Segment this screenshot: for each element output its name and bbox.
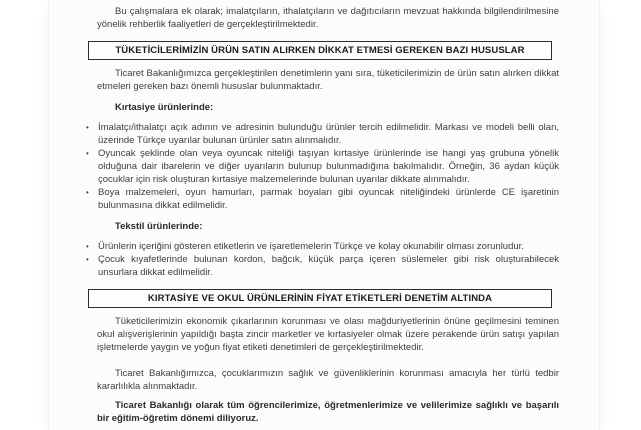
textile-bullet-list: [86, 240, 559, 279]
bullet-icon: •: [86, 255, 89, 264]
closing-wishes-paragraph: Ticaret Bakanlığı olarak tüm öğrencilerimize, öğretmenlerimize ve velilerimize sağlıklı ve başarılı bir eğitim-öğretim dönemi diliyoruz.: [97, 400, 559, 424]
bullet-icon: •: [86, 123, 89, 132]
consumer-lead-paragraph: Ticaret Bakanlığımızca gerçekleştirilen denetimlerin yanı sıra, tüketicilerimizin de ürün satın alırken dikkat etmeleri gereken bazı önemli hususlar bulunmaktadır.: [97, 68, 559, 92]
list-item-text: Çocuk kıyafetlerinde bulunan kordon, bağcık, küçük parça içeren süslemeler gibi risk oluşturabilecek unsurlara dikkat edilmelidir.: [98, 254, 559, 278]
stationery-bullet-list: [86, 121, 559, 212]
section-header-price-labels: KIRTASİYE VE OKUL ÜRÜNLERİNİN FİYAT ETİKETLERİ DENETİM ALTINDA: [88, 289, 552, 308]
bullet-icon: •: [86, 188, 89, 197]
bullet-icon: •: [86, 149, 89, 158]
subsection-title-textile: Tekstil ürünlerinde:: [115, 221, 203, 232]
list-item: [85, 186, 559, 212]
section-header-consumer-tips: TÜKETİCİLERİMİZİN ÜRÜN SATIN ALIRKEN DİKKAT ETMESİ GEREKEN BAZI HUSUSLAR: [88, 41, 552, 60]
document-page: [48, 0, 600, 430]
list-item: [85, 147, 559, 186]
list-item-text: Boya malzemeleri, oyun hamurları, parmak boyaları gibi oyuncak niteliğindeki ürünlerde CE işaretinin bulunmasına dikkat edilmelidir.: [98, 187, 559, 211]
list-item: [85, 121, 559, 147]
list-item-text: Oyuncak şeklinde olan veya oyuncak niteliği taşıyan kırtasiye ürünlerinde ise hangi yaş grubuna yönelik olduğuna dair ibarelerin ve diğer uyarıların bulunup bulunmadığına bakılmalıdır. Örneğin, 36 aydan küçük çocuklar için risk oluşturan kırtasiye malzemelerinde bulunan uyarılar dikkate alınmalıdır.: [98, 148, 559, 185]
subsection-title-stationery: Kırtasiye ürünlerinde:: [115, 102, 214, 113]
price-paragraph-2: Ticaret Bakanlığımızca, çocuklarımızın sağlık ve güvenliklerinin korunması amacıyla her türlü tedbir kararlılıkla alınmaktadır.: [97, 368, 559, 392]
list-item: [85, 253, 559, 279]
intro-paragraph: Bu çalışmalara ek olarak; imalatçıların, ithalatçıların ve dağıtıcıların mevzuat hakkında bilgilendirilmesine yönelik rehberlik faaliyetleri de gerçekleştirilmektedir.: [97, 6, 559, 30]
list-item-text: Ürünlerin içeriğini gösteren etiketlerin ve işaretlemelerin Türkçe ve kolay okunabilir olması zorunludur.: [98, 241, 524, 252]
list-item-text: İmalatçı/ithalatçı açık adının ve adresinin bulunduğu ürünler tercih edilmelidir. Markası ve modeli belli olan, üzerinde Türkçe uyarılar bulunan ürünler satın alınmalıdır.: [98, 122, 559, 146]
bullet-icon: •: [86, 242, 89, 251]
price-paragraph-1: Tüketicilerimizin ekonomik çıkarlarının korunması ve olası mağduriyetlerinin önüne geçilmesini teminen okul alışverişlerinin yapıldığı başta zincir marketler ve kırtasiyeler olmak üzere perakende ürün satışı yapılan işletmelerde yaygın ve yoğun fiyat etiketi denetimleri de gerçekleştirilmektedir.: [97, 316, 559, 353]
list-item: [85, 240, 559, 253]
